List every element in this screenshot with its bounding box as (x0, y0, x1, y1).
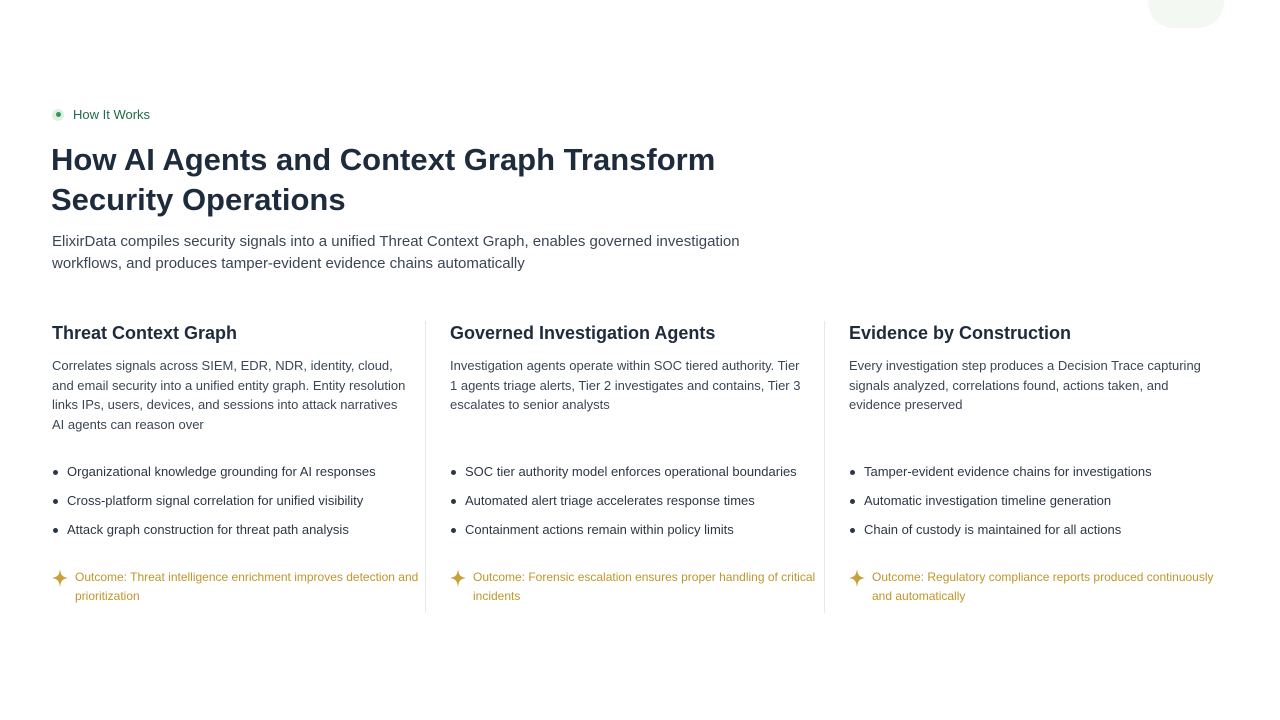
feature-list (52, 462, 412, 540)
list-item: Organizational knowledge grounding for AI responses (52, 462, 412, 482)
column-description: Investigation agents operate within SOC tiered authority. Tier 1 agents triage alerts, Tier 2 investigates and contains, Tier 3 escalates to senior analysts (450, 358, 801, 412)
list-item: Tamper-evident evidence chains for investigations (849, 462, 1209, 482)
column-title: Threat Context Graph (52, 323, 238, 343)
list-item: Automatic investigation timeline generation (849, 491, 1209, 511)
eyebrow-label: How It Works (73, 107, 151, 122)
outcome-text: Outcome: Threat intelligence enrichment improves detection and prioritization (75, 570, 419, 603)
column-title: Governed Investigation Agents (450, 323, 716, 343)
list-item: Containment actions remain within policy limits (450, 520, 810, 540)
feature-list (450, 462, 810, 540)
list-item: Chain of custody is maintained for all actions (849, 520, 1209, 540)
column-description: Correlates signals across SIEM, EDR, NDR, identity, cloud, and email security into a unified entity graph. Entity resolution links IPs, users, devices, and sessions into attack narratives AI agents can reason over (52, 358, 406, 432)
sparkle-icon (52, 569, 68, 587)
section-eyebrow (52, 107, 150, 122)
list-item: SOC tier authority model enforces operational boundaries (450, 462, 810, 482)
sparkle-icon (450, 569, 466, 587)
feature-column-governed-investigation-agents (450, 321, 810, 549)
decorative-corner-shape (1148, 0, 1224, 28)
feature-list (849, 462, 1209, 540)
list-item: Attack graph construction for threat path analysis (52, 520, 412, 540)
outcome-callout (52, 568, 432, 605)
sparkle-icon (849, 569, 865, 587)
feature-column-threat-context-graph (52, 321, 412, 549)
feature-column-evidence-by-construction (849, 321, 1209, 549)
outcome-text: Outcome: Forensic escalation ensures proper handling of critical incidents (473, 570, 816, 603)
dot-icon (52, 109, 64, 121)
column-description: Every investigation step produces a Decision Trace capturing signals analyzed, correlations found, actions taken, and evidence preserved (849, 358, 1201, 412)
column-title: Evidence by Construction (849, 323, 1072, 343)
page-title: How AI Agents and Context Graph Transform Security Operations (51, 142, 716, 217)
page-subtitle: ElixirData compiles security signals into a unified Threat Context Graph, enables governed investigation workflows, and produces tamper-evident evidence chains automatically (52, 233, 740, 272)
outcome-callout (450, 568, 830, 605)
list-item: Automated alert triage accelerates response times (450, 491, 810, 511)
list-item: Cross-platform signal correlation for unified visibility (52, 491, 412, 511)
outcome-text: Outcome: Regulatory compliance reports produced continuously and automatically (872, 570, 1214, 603)
outcome-callout (849, 568, 1229, 605)
